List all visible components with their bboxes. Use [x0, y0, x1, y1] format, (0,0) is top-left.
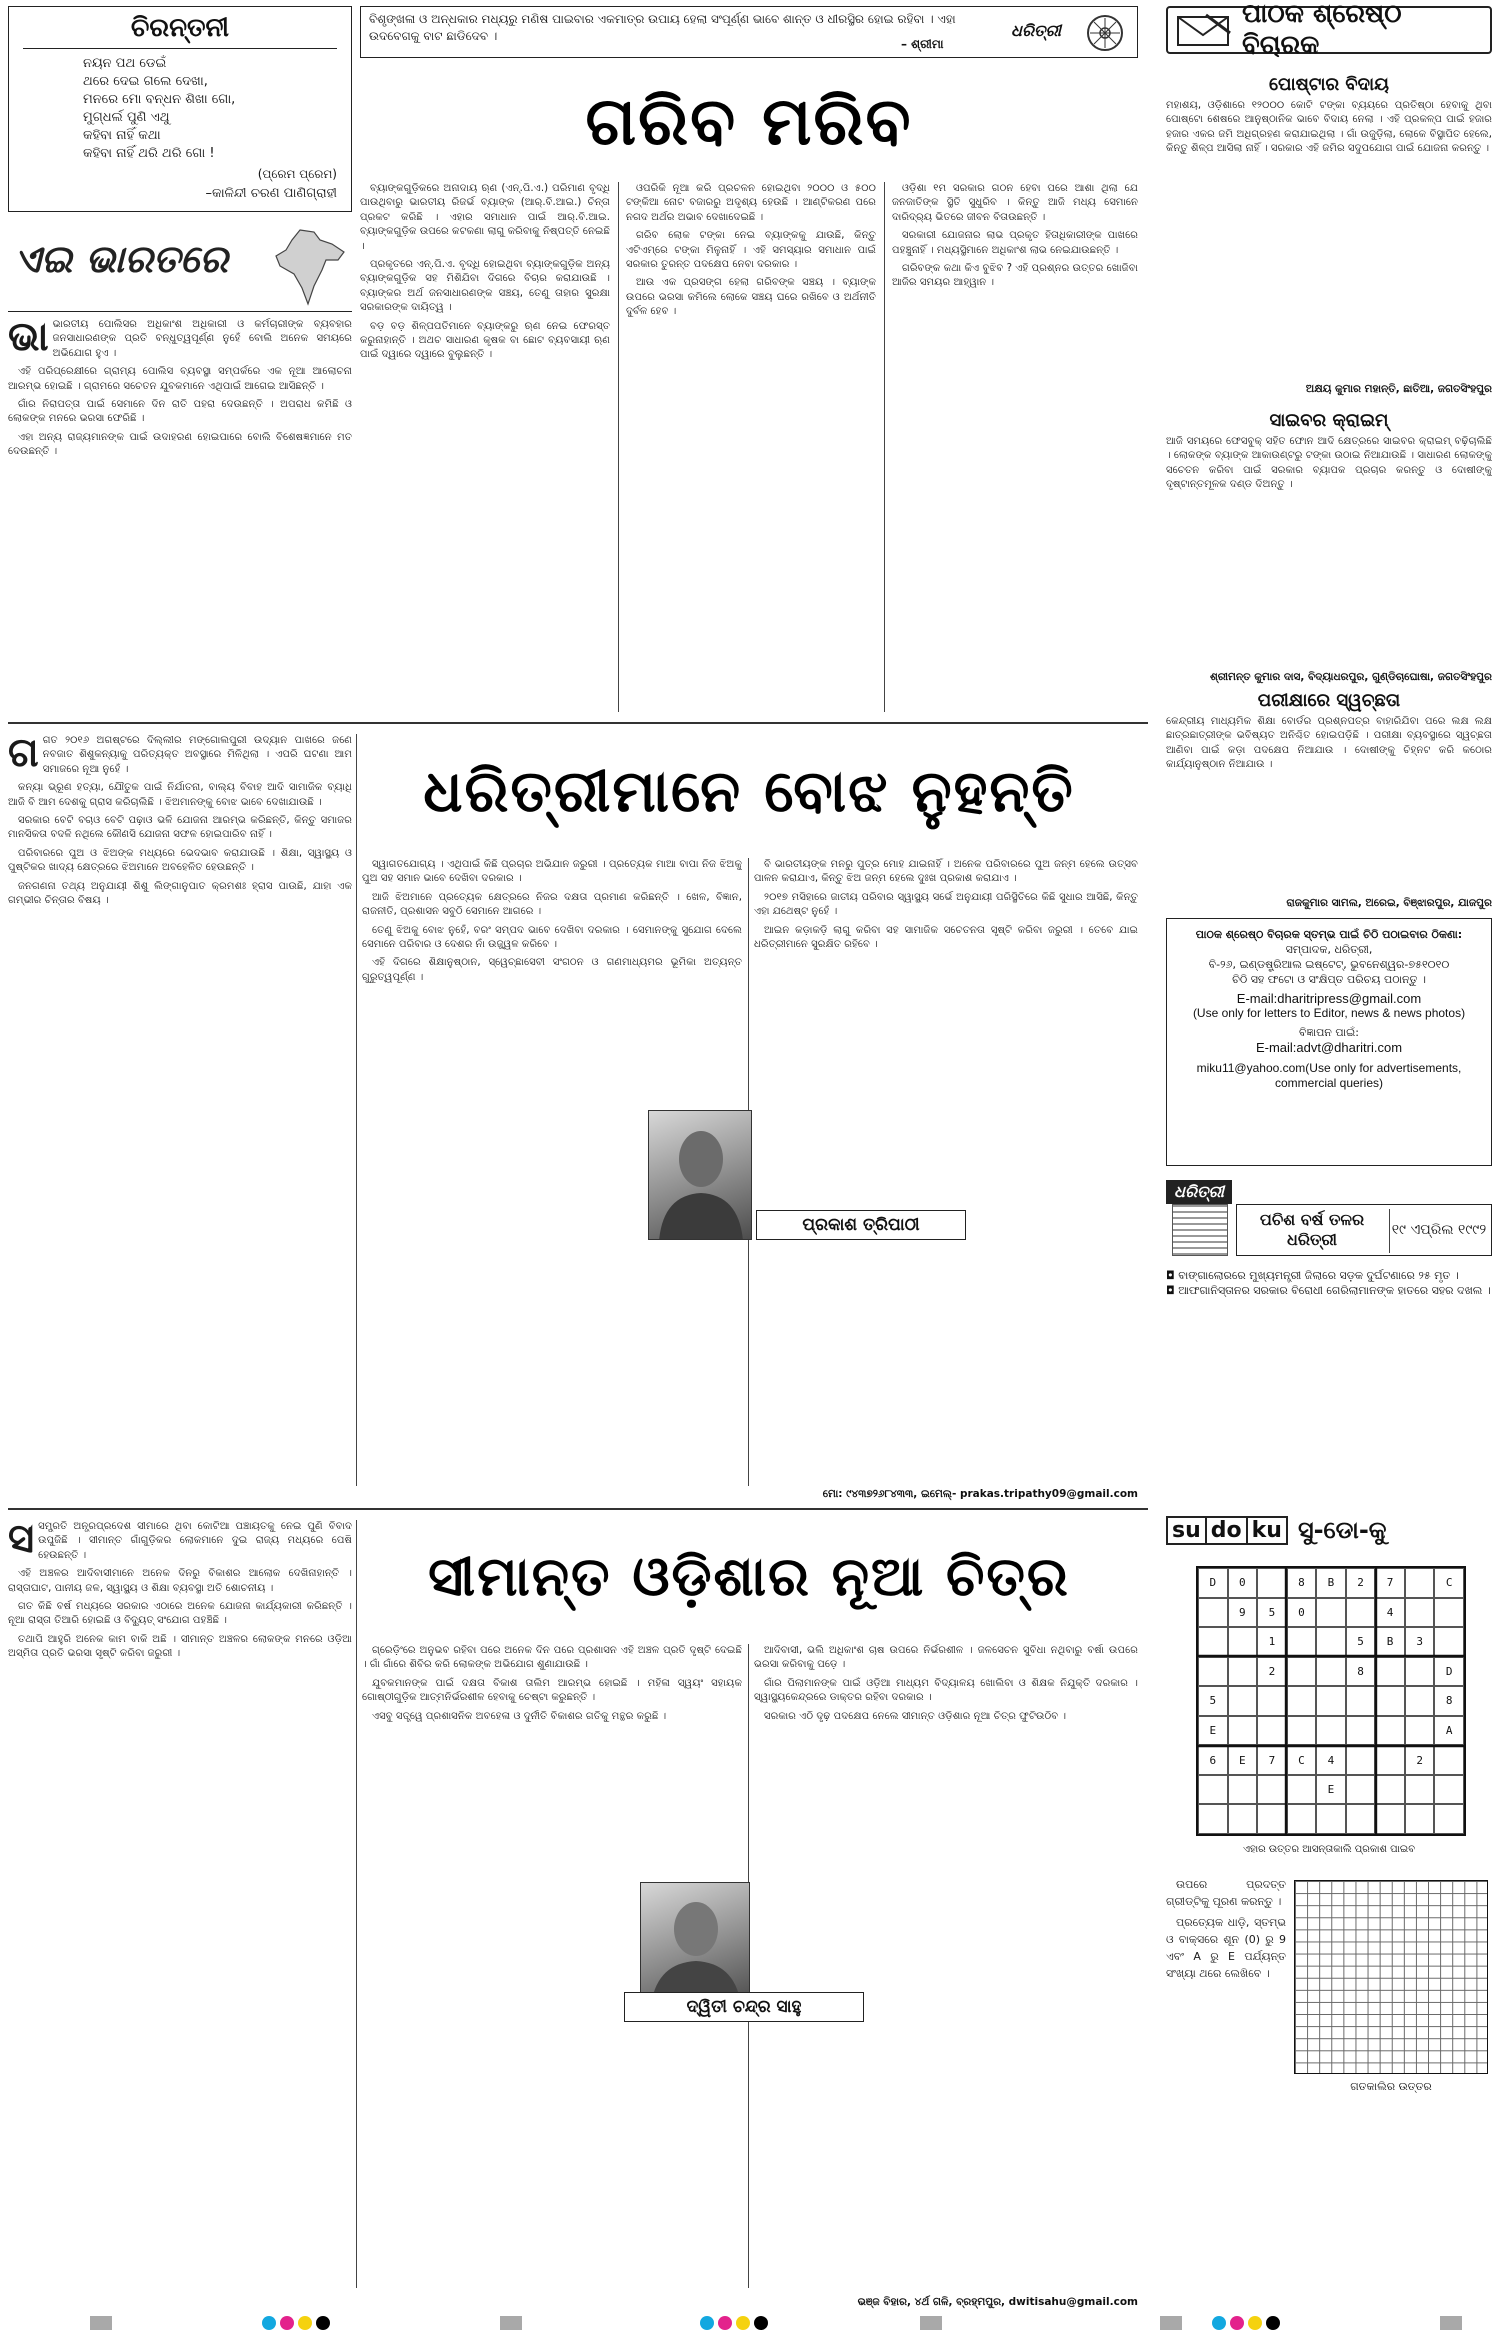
- contact-box: [1166, 918, 1492, 1166]
- dharitri-logo: ଧରିତ୍ରୀ: [1011, 21, 1061, 40]
- dropcap: ସ: [8, 1520, 35, 1562]
- lead-col-2: ଓପରିକି ନୂଆ କରି ପ୍ରଚଳନ ହୋଇଥିବା ୨୦୦୦ ଓ ୫୦୦ ଟଙ୍କିଆ ନୋଟ ବଜାରରୁ ଅଦୃଶ୍ୟ ହେଉଛି । ଆଣ୍ଟିକରଣ ପରେ ନଗଦ ଅର୍ଥର ଅଭାବ ଦେଖାଦେଇଛି । ଗରିବ ଲୋକ ଟଙ୍କା ନେଇ ବ୍ୟାଙ୍କକୁ ଯାଉଛି, କିନ୍ତୁ ଏଟିଏମ୍‌ରେ ଟଙ୍କା ମିଳୁନାହିଁ । ଏହି ସମସ୍ୟାର ସମାଧାନ ପାଇଁ ସରକାର ତୁରନ୍ତ ପଦକ୍ଷେପ ନେବା ଦରକାର । ଆଉ ଏକ ପ୍ରସଙ୍ଗ ହେଲା ଗରିବଙ୍କ ସଞ୍ଚୟ । ବ୍ୟାଙ୍କ ଉପରେ ଭରସା କମିଲେ ଲୋକେ ସଞ୍ଚୟ ଘରେ ରଖିବେ ଓ ଅର୍ଥନୀତି ଦୁର୍ବଳ ହେବ ।: [626, 183, 876, 318]
- column-divider: [884, 182, 885, 712]
- sudoku-cell[interactable]: 5: [1346, 1627, 1376, 1657]
- ei-bharatare-title: ଏଇ ଭାରତରେ: [14, 236, 228, 281]
- ei-bharatare-text: ଭା ଭାରତୀୟ ପୋଲିସର ଅଧିକାଂଶ ଅଧିକାରୀ ଓ କର୍ମଚାରୀଙ୍କ ବ୍ୟବହାର ଜନସାଧାରଣଙ୍କ ପ୍ରତି ବନ୍ଧୁତ୍ୱପୂର୍ଣ୍ଣ ନୁହେଁ ବୋଲି ଅନେକ ସମୟରେ ଅଭିଯୋଗ ହୁଏ । ଏହି ପରିପ୍ରେକ୍ଷୀରେ ଗ୍ରାମ୍ୟ ପୋଲିସ ବ୍ୟବସ୍ଥା ସମ୍ପର୍କରେ ଏକ ନୂଆ ଆଲୋଚନା ଆରମ୍ଭ ହୋଇଛି । ଗ୍ରାମରେ ସଚେତନ ଯୁବକମାନେ ଏଥିପାଇଁ ଆଗେଇ ଆସିଛନ୍ତି । ଗାଁର ନିରାପତ୍ତା ପାଇଁ ସେମାନେ ଦିନ ରାତି ପହରା ଦେଉଛନ୍ତି । ଅପରାଧ କମିଛି ଓ ଲୋକଙ୍କ ମନରେ ଭରସା ଫେରିଛି । ଏହା ଅନ୍ୟ ରାଜ୍ୟମାନଙ୍କ ପାଇଁ ଉଦାହରଣ ହୋଇପାରେ ବୋଲି ବିଶେଷଜ୍ଞମାନେ ମତ ଦେଉଛନ୍ତି ।: [8, 318, 352, 458]
- sudoku-cell[interactable]: [1346, 1598, 1376, 1628]
- quote-text: ବିଶୃଙ୍ଖଳା ଓ ଅନ୍ଧକାର ମଧ୍ୟରୁ ମଣିଷ ପାଇବାର ଏକମାତ୍ର ଉପାୟ ହେଲା ସଂପୂର୍ଣ୍ଣ ଭାବେ ଶାନ୍ତ ଓ ଧୀରସ୍ଥିର ହୋଇ ରହିବା । ଏହା ଉଦବେଗକୁ ବାଟ ଛାଡିଦେବ ।: [369, 12, 956, 43]
- ei-bharatare-banner: [8, 222, 352, 312]
- letter-title: ପରୀକ୍ଷାରେ ସ୍ୱଚ୍ଛତା: [1257, 690, 1401, 711]
- article2-author: ପ୍ରକାଶ ତ୍ରିପାଠୀ: [756, 1210, 966, 1240]
- letter-body: ଆଜି ସମୟରେ ଫେସବୁକ୍ ସହିତ ଫୋନ ଆଦି କ୍ଷେତ୍ରରେ ସାଇବର କ୍ରାଇମ୍ ବଢ଼ିଚାଲିଛି । ଲୋକଙ୍କ ବ୍ୟାଙ୍କ ଆକାଉଣ୍ଟରୁ ଟଙ୍କା ଉଠାଇ ନିଆଯାଉଛି । ସାଧାରଣ ଲୋକଙ୍କୁ ସଚେତନ କରିବା ପାଇଁ ସରକାର ବ୍ୟାପକ ପ୍ରଚାର କରନ୍ତୁ ଓ ଦୋଷୀଙ୍କୁ ଦୃଷ୍ଟାନ୍ତମୂଳକ ଦଣ୍ଡ ଦିଅନ୍ତୁ ।: [1166, 436, 1492, 491]
- sudoku-cell[interactable]: D: [1434, 1657, 1464, 1687]
- lead-col-3: ଓଡ଼ିଶା ୧ମ ସରକାର ଗଠନ ହେବା ପରେ ଆଶା ଥିଲା ଯେ ଜନଜାତିଙ୍କ ସ୍ଥିତି ସୁଧୁରିବ । କିନ୍ତୁ ଆଜି ମଧ୍ୟ ସେମାନେ ଦାରିଦ୍ର୍ୟ ଭିତରେ ଜୀବନ ବିତାଉଛନ୍ତି । ସରକାରୀ ଯୋଜନାର ଲାଭ ପ୍ରକୃତ ହିତାଧିକାରୀଙ୍କ ପାଖରେ ପହଞ୍ଚୁନାହିଁ । ମଧ୍ୟସ୍ଥିମାନେ ଅଧିକାଂଶ ଲାଭ ନେଇଯାଉଛନ୍ତି । ଗରିବଙ୍କ କଥା କିଏ ବୁଝିବ ? ଏହି ପ୍ରଶ୍ନର ଉତ୍ତର ଖୋଜିବା ଆଜିର ସମୟର ଆହ୍ୱାନ ।: [892, 183, 1138, 289]
- sudoku-cell[interactable]: [1287, 1716, 1317, 1746]
- lead-col-1: ବ୍ୟାଙ୍କଗୁଡ଼ିକରେ ଅନାଦାୟ ଋଣ (ଏନ୍.ପି.ଏ.) ପରିମାଣ ବୃଦ୍ଧି ପାଉଥିବାରୁ ଭାରତୀୟ ରିଜର୍ଭ ବ୍ୟାଙ୍କ (ଆର୍.ବି.ଆଇ.) ଚିନ୍ତା ପ୍ରକଟ କରିଛି । ଏହାର ସମାଧାନ ପାଇଁ ଆର୍.ବି.ଆଇ. ବ୍ୟାଙ୍କଗୁଡ଼ିକ ଉପରେ କଟକଣା ଲାଗୁ କରିବାକୁ ନିଷ୍ପତ୍ତି ନେଇଛି । ପ୍ରକୃତରେ ଏନ୍.ପି.ଏ. ବୃଦ୍ଧି ହୋଇଥିବା ବ୍ୟାଙ୍କଗୁଡ଼ିକ ଅନ୍ୟ ବ୍ୟାଙ୍କଗୁଡ଼ିକ ସହ ମିଶିଯିବା ଦିଗରେ ବିଚାର କରାଯାଉଛି । ବ୍ୟାଙ୍କର ଅର୍ଥ ଜନସାଧାରଣଙ୍କ ସଞ୍ଚୟ, ତେଣୁ ତାହାର ସୁରକ୍ଷା ସରକାରଙ୍କ ଦାୟିତ୍ୱ । ବଡ଼ ବଡ଼ ଶିଳ୍ପପତିମାନେ ବ୍ୟାଙ୍କରୁ ଋଣ ନେଇ ଫେରସ୍ତ କରୁନାହାନ୍ତି । ଅଥଚ ସାଧାରଣ କୃଷକ ବା ଛୋଟ ବ୍ୟବସାୟୀ ଋଣ ପାଇଁ ଦ୍ୱାରେ ଦ୍ୱାରେ ବୁଲୁଛନ୍ତି ।: [360, 183, 610, 361]
- sudoku-title-su: su: [1166, 1516, 1207, 1545]
- sudoku-cell[interactable]: 8: [1287, 1568, 1317, 1598]
- sudoku-cell[interactable]: [1405, 1686, 1435, 1716]
- sudoku-cell[interactable]: [1346, 1804, 1376, 1834]
- letters-header-title: ପାଠକ ଶ୍ରେଷ୍ଠ ବିଚାରକ: [1242, 0, 1402, 60]
- contact-addr-2: ବି-୨୬, ଇଣ୍ଡଷ୍ଟ୍ରିଆଲ ଇଷ୍ଟେଟ୍, ଭୁବନେଶ୍ୱର-୭୫୧୦୧୦: [1208, 958, 1450, 971]
- sudoku-rules: ଉପରେ ପ୍ରଦତ୍ତ ଗ୍ରୀଡ୍‌ଟିକୁ ପୂରଣ କରନ୍ତୁ । ପ୍ରତ୍ୟେକ ଧାଡ଼ି, ସ୍ତମ୍ଭ ଓ ବାକ୍ସରେ ଶୂନ (0) ରୁ 9 ଏବଂ A ରୁ E ପର୍ଯ୍ୟନ୍ତ ସଂଖ୍ୟା ଥରେ ଲେଖିବେ ।: [1166, 1878, 1286, 1980]
- sudoku-cell[interactable]: [1434, 1775, 1464, 1805]
- sudoku-cell[interactable]: 0: [1287, 1598, 1317, 1628]
- sudoku-cell[interactable]: 0: [1228, 1568, 1258, 1598]
- sudoku-cell[interactable]: 3: [1405, 1627, 1435, 1657]
- column-divider: [618, 182, 619, 712]
- sudoku-cell[interactable]: 2: [1405, 1745, 1435, 1775]
- letter-signoff: ଶ୍ରୀମନ୍ତ କୁମାର ଦାସ, ବିଦ୍ୟାଧରପୁର, ଗୁଣ୍ଡିଚାଘୋଷା, ଜଗତସିଂହପୁର: [1209, 671, 1492, 683]
- column-divider: [356, 1520, 357, 2288]
- registration-dot-magenta: [280, 2316, 294, 2330]
- registration-block: [500, 2316, 522, 2330]
- sudoku-cell[interactable]: 4: [1375, 1598, 1405, 1628]
- sudoku-cell[interactable]: [1228, 1804, 1258, 1834]
- sudoku-cell[interactable]: [1287, 1804, 1317, 1834]
- poem-source: (ପ୍ରେମ ପ୍ରେମ): [257, 167, 337, 181]
- sudoku-cell[interactable]: [1434, 1804, 1464, 1834]
- sudoku-title-do: do: [1207, 1516, 1248, 1545]
- contact-email-1-note: (Use only for letters to Editor, news & news photos): [1192, 1006, 1466, 1020]
- article3-author: ଦ୍ୱିତୀ ଚନ୍ଦ୍ର ସାହୁ: [624, 1992, 864, 2022]
- sudoku-cell[interactable]: [1198, 1775, 1228, 1805]
- registration-block: [1160, 2316, 1182, 2330]
- letter-title: ସାଇବର କ୍ରାଇମ୍: [1269, 410, 1389, 431]
- sudoku-cell[interactable]: D: [1198, 1568, 1228, 1598]
- sudoku-cell[interactable]: [1375, 1804, 1405, 1834]
- sudoku-cell[interactable]: B: [1375, 1627, 1405, 1657]
- sudoku-cell[interactable]: [1257, 1686, 1287, 1716]
- sudoku-cell[interactable]: E: [1316, 1775, 1346, 1805]
- section-divider: [8, 1508, 1148, 1510]
- sudoku-cell[interactable]: 2: [1257, 1657, 1287, 1687]
- registration-block: [1440, 2316, 1462, 2330]
- sudoku-cell[interactable]: 9: [1228, 1598, 1258, 1628]
- sudoku-cell[interactable]: [1198, 1627, 1228, 1657]
- poem-author: –କାଳିନ୍ଦୀ ଚରଣ ପାଣିଗ୍ରାହୀ: [205, 186, 337, 201]
- sudoku-hint: ଏହାର ଉତ୍ତର ଆସନ୍ତାକାଲି ପ୍ରକାଶ ପାଇବ: [1242, 1844, 1416, 1855]
- poem-line: ମନରେ ମୋ ବନ୍ଧନ ଶିଖା ଗୋ,: [83, 92, 236, 107]
- twentyfive-items: [1166, 1268, 1492, 1298]
- contact-note: ଚିଠି ସହ ଫଟୋ ଓ ସଂକ୍ଷିପ୍ତ ପରିଚୟ ପଠାନ୍ତୁ ।: [1232, 973, 1426, 986]
- author-photo: [640, 1882, 750, 2004]
- letter-body: ମହାଶୟ, ଓଡ଼ିଶାରେ ୧୨୦୦୦ କୋଟି ଟଙ୍କା ବ୍ୟୟରେ ପ୍ରତିଷ୍ଠା ହେବାକୁ ଥିବା ପୋଷ୍ଟୋ ଶେଷରେ ଆନୁଷ୍ଠାନିକ ଭାବେ ବିଦାୟ ନେଲା । ଏହି ପ୍ରକଳ୍ପ ପାଇଁ ହଜାର ହଜାର ଏକର ଜମି ଅଧିଗ୍ରହଣ କରାଯାଇଥିଲା । ଗାଁ ଉଜୁଡ଼ିଲା, ଲୋକେ ବିସ୍ଥାପିତ ହେଲେ, କିନ୍ତୁ ଶିଳ୍ପ ଆସିଲା ନାହିଁ । ସରକାର ଏହି ଜମିର ସଦୁପଯୋଗ ପାଇଁ ଯୋଜନା କରନ୍ତୁ ।: [1166, 100, 1492, 155]
- column-divider: [356, 734, 357, 1486]
- registration-block: [90, 2316, 112, 2330]
- sudoku-cell[interactable]: E: [1228, 1745, 1258, 1775]
- letters-header: [1166, 0, 1492, 60]
- registration-dot-cyan: [262, 2316, 276, 2330]
- lead-headline: ଗରିବ ମରିବ: [585, 83, 913, 160]
- poem-line: ମୁଗ୍ଧର୍ଲ ପୁଣି ଏଥୁ: [83, 110, 170, 125]
- sudoku-title-odia: ସୁ-ଡୋ-କୁ: [1297, 1516, 1387, 1544]
- sudoku-cell[interactable]: [1375, 1716, 1405, 1746]
- dropcap: ଗ: [8, 734, 39, 776]
- letter-title: ପୋଷ୍ଟାର ବିଦାୟ: [1269, 74, 1389, 95]
- sudoku-cell[interactable]: [1375, 1745, 1405, 1775]
- article3-col-3: ଆଦିବାସୀ, ଭଲି ଅଧିକାଂଶ ଚାଷ ଉପରେ ନିର୍ଭରଶୀଳ । ଜଳସେଚନ ସୁବିଧା ନଥିବାରୁ ବର୍ଷା ଉପରେ ଭରସା କରିବାକୁ ପଡ଼େ । ଗାଁର ପିଲାମାନଙ୍କ ପାଇଁ ଓଡ଼ିଆ ମାଧ୍ୟମ ବିଦ୍ୟାଳୟ ଖୋଲିବା ଓ ଶିକ୍ଷକ ନିଯୁକ୍ତି ଦରକାର । ସ୍ୱାସ୍ଥ୍ୟକେନ୍ଦ୍ରରେ ଡାକ୍ତର ରହିବା ଦରକାର । ସରକାର ଏଠି ଦୃଢ଼ ପଦକ୍ଷେପ ନେଲେ ସୀମାନ୍ତ ଓଡ଼ିଶାର ନୂଆ ଚିତ୍ର ଫୁଟିଉଠିବ ।: [754, 1645, 1138, 1722]
- sudoku-cell[interactable]: [1228, 1657, 1258, 1687]
- poem-line: କହିବା ନାହିଁ ଥରି ଥରି ଗୋ !: [83, 146, 215, 161]
- sudoku-cell[interactable]: [1257, 1716, 1287, 1746]
- contact-addr-1: ସମ୍ପାଦକ, ଧରିତ୍ରୀ,: [1285, 943, 1373, 956]
- chirantani-title: ଚିରନ୍ତନୀ: [23, 13, 337, 49]
- sudoku-cell[interactable]: [1287, 1775, 1317, 1805]
- sudoku-title-ku: ku: [1248, 1516, 1288, 1545]
- registration-dot-black: [1266, 2316, 1280, 2330]
- sudoku-cell[interactable]: [1405, 1598, 1435, 1628]
- article2-contact: ମୋ: ୯୪୩୭୨୬୮୪୩୩, ଇମେଲ୍‌- prakas.tripathy09@gmail.com: [822, 1488, 1138, 1500]
- contact-email-3[interactable]: miku11@yahoo.com(Use only for advertisements, commercial queries): [1196, 1061, 1462, 1090]
- sudoku-cell[interactable]: [1405, 1804, 1435, 1834]
- sudoku-cell[interactable]: 7: [1257, 1745, 1287, 1775]
- twentyfive-date: ୧୯ ଏପ୍ରିଲ ୧୯୯୨: [1391, 1222, 1487, 1238]
- sudoku-cell[interactable]: C: [1434, 1568, 1464, 1598]
- article2-col-2: ସ୍ୱାଗତଯୋଗ୍ୟ । ଏଥିପାଇଁ କିଛି ପ୍ରଚାର ଅଭିଯାନ ଜରୁରୀ । ପ୍ରତ୍ୟେକ ମାଆ ବାପା ନିଜ ଝିଅକୁ ପୁଅ ସହ ସମାନ ଭାବେ ଦେଖିବା ଦରକାର । ଆଜି ଝିଅମାନେ ପ୍ରତ୍ୟେକ କ୍ଷେତ୍ରରେ ନିଜର ଦକ୍ଷତା ପ୍ରମାଣ କରିଛନ୍ତି । ଖେଳ, ବିଜ୍ଞାନ, ରାଜନୀତି, ପ୍ରଶାସନ ସବୁଠି ସେମାନେ ଆଗରେ । ତେଣୁ ଝିଅକୁ ବୋଝ ନୁହେଁ, ବରଂ ସମ୍ପଦ ଭାବେ ଦେଖିବା ଦରକାର । ସେମାନଙ୍କୁ ସୁଯୋଗ ଦେଲେ ସେମାନେ ପରିବାର ଓ ଦେଶର ନାଁ ଉଜ୍ଜ୍ୱଳ କରିବେ । ଏହି ଦିଗରେ ଶିକ୍ଷାନୁଷ୍ଠାନ, ସ୍ୱେଚ୍ଛାସେବୀ ସଂଗଠନ ଓ ଗଣମାଧ୍ୟମର ଭୂମିକା ଅତ୍ୟନ୍ତ ଗୁରୁତ୍ୱପୂର୍ଣ୍ଣ ।: [362, 859, 742, 983]
- article3-contact: ଭଞ୍ଜ ବିହାର, ୪ର୍ଥ ଗଳି, ବ୍ରହ୍ମପୁର, dwitisahu@gmail.com: [857, 2296, 1138, 2308]
- twentyfive-label-box: [1236, 1204, 1492, 1256]
- article3-col-2: ଗ୍ରେଡ଼ିଂରେ ଅନୁଭବ ରହିବା ପରେ ଅନେକ ଦିନ ପରେ ପ୍ରଶାସନ ଏହି ଅଞ୍ଚଳ ପ୍ରତି ଦୃଷ୍ଟି ଦେଇଛି । ଗାଁ ଗାଁରେ ଶିବିର କରି ଲୋକଙ୍କ ଅଭିଯୋଗ ଶୁଣାଯାଉଛି । ଯୁବକମାନଙ୍କ ପାଇଁ ଦକ୍ଷତା ବିକାଶ ତାଲିମ ଆରମ୍ଭ ହୋଇଛି । ମହିଳା ସ୍ୱୟଂ ସହାୟକ ଗୋଷ୍ଠୀଗୁଡ଼ିକ ଆତ୍ମନିର୍ଭରଶୀଳ ହେବାକୁ ଚେଷ୍ଟା କରୁଛନ୍ତି । ଏସବୁ ସତ୍ତ୍ୱେ ପ୍ରଶାସନିକ ଅବହେଳା ଓ ଦୁର୍ନୀତି ବିକାଶର ଗତିକୁ ମନ୍ଥର କରୁଛି ।: [362, 1645, 742, 1722]
- letter-3: [1166, 686, 1492, 910]
- sudoku-cell[interactable]: A: [1434, 1716, 1464, 1746]
- sudoku-cell[interactable]: [1405, 1775, 1435, 1805]
- contact-email-1[interactable]: E-mail:dharitripress@gmail.com: [1236, 991, 1422, 1006]
- sudoku-cell[interactable]: [1405, 1716, 1435, 1746]
- sudoku-cell[interactable]: [1287, 1627, 1317, 1657]
- sudoku-cell[interactable]: 1: [1257, 1627, 1287, 1657]
- sudoku-answer-grid: [1294, 1880, 1488, 2074]
- sudoku-cell[interactable]: [1316, 1598, 1346, 1628]
- poem-line: ଥରେ ଦେଇ ଗଲେ ଦେଖା,: [83, 74, 208, 89]
- sudoku-cell[interactable]: [1316, 1686, 1346, 1716]
- sudoku-cell[interactable]: 4: [1316, 1745, 1346, 1775]
- contact-email-2[interactable]: E-mail:advt@dharitri.com: [1255, 1040, 1403, 1055]
- sudoku-cell[interactable]: [1198, 1598, 1228, 1628]
- letter-body: କେନ୍ଦ୍ରୀୟ ମାଧ୍ୟମିକ ଶିକ୍ଷା ବୋର୍ଡର ପ୍ରଶ୍ନପତ୍ର ବାହାରିଯିବା ପରେ ଲକ୍ଷ ଲକ୍ଷ ଛାତ୍ରଛାତ୍ରୀଙ୍କ ଭବିଷ୍ୟତ ଅନିଶ୍ଚିତ ହୋଇପଡ଼ିଛି । ପରୀକ୍ଷା ବ୍ୟବସ୍ଥାରେ ସ୍ୱଚ୍ଛତା ଆଣିବା ପାଇଁ କଡ଼ା ପଦକ୍ଷେପ ନିଆଯାଉ । ଦୋଷୀଙ୍କୁ ଚିହ୍ନଟ କରି କଠୋର କାର୍ଯ୍ୟାନୁଷ୍ଠାନ ନିଆଯାଉ ।: [1166, 716, 1492, 771]
- sudoku-cell[interactable]: [1434, 1598, 1464, 1628]
- envelope-icon: [1176, 13, 1232, 47]
- sudoku-cell[interactable]: [1228, 1686, 1258, 1716]
- sudoku-cell[interactable]: [1346, 1745, 1376, 1775]
- registration-dot-cyan: [700, 2316, 714, 2330]
- sudoku-cell[interactable]: C: [1287, 1745, 1317, 1775]
- registration-dot-yellow: [736, 2316, 750, 2330]
- sudoku-cell[interactable]: [1316, 1657, 1346, 1687]
- poem-line: କହିବା ନାହିଁ କଥା: [83, 128, 161, 143]
- dropcap: ଭା: [8, 318, 49, 360]
- sudoku-cell[interactable]: [1316, 1716, 1346, 1746]
- registration-dot-black: [754, 2316, 768, 2330]
- sudoku-cell[interactable]: [1228, 1775, 1258, 1805]
- sudoku-cell[interactable]: 8: [1434, 1686, 1464, 1716]
- author-photo: [648, 1110, 752, 1240]
- twentyfive-logo: ଧରିତ୍ରୀ: [1166, 1180, 1232, 1204]
- twentyfive-years-box: [1166, 1180, 1492, 1260]
- sudoku-cell[interactable]: [1346, 1716, 1376, 1746]
- registration-dot-cyan: [1212, 2316, 1226, 2330]
- sudoku-cell[interactable]: [1346, 1686, 1376, 1716]
- section-divider: [8, 722, 1148, 724]
- list-item: ◘ ବାଙ୍ଗାଲୋରରେ ମୁଖ୍ୟମନ୍ତ୍ରୀ ଜିଲାରେ ସଡ଼କ ଦୁର୍ଘଟଣାରେ ୨୫ ମୃତ ।: [1166, 1269, 1459, 1282]
- sudoku-cell[interactable]: [1198, 1657, 1228, 1687]
- registration-dot-black: [316, 2316, 330, 2330]
- letter-signoff: ଅକ୍ଷୟ କୁମାର ମହାନ୍ତି, ଛାତିଆ, ଜଗତସିଂହପୁର: [1305, 383, 1492, 395]
- letter-2: [1166, 406, 1492, 684]
- sudoku-cell[interactable]: [1228, 1627, 1258, 1657]
- india-map-icon: [270, 226, 348, 308]
- sudoku-cell[interactable]: [1346, 1775, 1376, 1805]
- sudoku-cell[interactable]: [1405, 1568, 1435, 1598]
- article2-col-1: ଗ ଗତ ୨୦୧୬ ଅଗଷ୍ଟରେ ଦିଲ୍ଲୀର ମଙ୍ଗୋଲପୁରୀ ଉଦ୍ୟାନ ପାଖରେ ଜଣେ ନବଜାତ ଶିଶୁକନ୍ୟାକୁ ପରିତ୍ୟକ୍ତ ଅବସ୍ଥାରେ ମିଳିଥିଲା । ଏପରି ଘଟଣା ଆମ ସମାଜରେ ନୂଆ ନୁହେଁ । କନ୍ୟା ଭ୍ରୂଣ ହତ୍ୟା, ଯୌତୁକ ପାଇଁ ନିର୍ଯାତନା, ବାଲ୍ୟ ବିବାହ ଆଦି ସାମାଜିକ ବ୍ୟାଧି ଆଜି ବି ଆମ ଦେଶକୁ ଗ୍ରାସ କରିଚାଲିଛି । ଝିଅମାନଙ୍କୁ ବୋଝ ଭାବେ ଦେଖାଯାଉଛି । ସରକାର ବେଟି ବଚାଓ ବେଟି ପଢ଼ାଓ ଭଳି ଯୋଜନା ଆରମ୍ଭ କରିଛନ୍ତି, କିନ୍ତୁ ସମାଜର ମାନସିକତା ବଦଳି ନଥିଲେ କୌଣସି ଯୋଜନା ସଫଳ ହୋଇପାରିବ ନାହିଁ । ପରିବାରରେ ପୁଅ ଓ ଝିଅଙ୍କ ମଧ୍ୟରେ ଭେଦଭାବ କରାଯାଉଛି । ଶିକ୍ଷା, ସ୍ୱାସ୍ଥ୍ୟ ଓ ପୁଷ୍ଟିକର ଖାଦ୍ୟ କ୍ଷେତ୍ରରେ ଝିଅମାନେ ଅବହେଳିତ ହେଉଛନ୍ତି । ଜନଗଣନା ତଥ୍ୟ ଅନୁଯାୟୀ ଶିଶୁ ଲିଙ୍ଗାନୁପାତ କ୍ରମଶଃ ହ୍ରାସ ପାଉଛି, ଯାହା ଏକ ଗମ୍ଭୀର ଚିନ୍ତାର ବିଷୟ ।: [8, 734, 352, 907]
- sudoku-cell[interactable]: E: [1198, 1716, 1228, 1746]
- sudoku-cell[interactable]: [1316, 1627, 1346, 1657]
- article3-col-1: ସ ସମ୍ପ୍ରତି ଅନ୍ଧ୍ରପ୍ରଦେଶ ସୀମାରେ ଥିବା କୋଟିଆ ପଞ୍ଚାୟତକୁ ନେଇ ପୁଣି ବିବାଦ ଉପୁଜିଛି । ସୀମାନ୍ତ ଗାଁଗୁଡ଼ିକର ଲୋକମାନେ ଦୁଇ ରାଜ୍ୟ ମଧ୍ୟରେ ପେଷି ହେଉଛନ୍ତି । ଏହି ଅଞ୍ଚଳର ଆଦିବାସୀମାନେ ଅନେକ ଦିନରୁ ବିକାଶର ଆଲୋକ ଦେଖିନାହାନ୍ତି । ରାସ୍ତାଘାଟ, ପାନୀୟ ଜଳ, ସ୍ୱାସ୍ଥ୍ୟ ଓ ଶିକ୍ଷା ବ୍ୟବସ୍ଥା ଅତି ଶୋଚନୀୟ । ଗତ କିଛି ବର୍ଷ ମଧ୍ୟରେ ସରକାର ଏଠାରେ ଅନେକ ଯୋଜନା କାର୍ଯ୍ୟକାରୀ କରିଛନ୍ତି । ନୂଆ ରାସ୍ତା ତିଆରି ହୋଇଛି ଓ ବିଦ୍ୟୁତ୍ ସଂଯୋଗ ପହଞ୍ଚିଛି । ତଥାପି ଆହୁରି ଅନେକ କାମ ବାକି ଅଛି । ସୀମାନ୍ତ ଅଞ୍ଚଳର ଲୋକଙ୍କ ମନରେ ଓଡ଼ିଆ ଅସ୍ମିତା ପ୍ରତି ଭରସା ସୃଷ୍ଟି କରିବା ଜରୁରୀ ।: [8, 1520, 352, 1660]
- registration-block: [920, 2316, 942, 2330]
- wheel-icon: [1087, 15, 1123, 51]
- letter-signoff: ରାଜକୁମାର ସାମଲ, ଅରେଇ, ବିଞ୍ଝାରପୁର, ଯାଜପୁର: [1286, 897, 1492, 909]
- article3-headline: ସୀମାନ୍ତ ଓଡ଼ିଶାର ନୂଆ ଚିତ୍ର: [428, 1545, 1070, 1608]
- sudoku-grid[interactable]: [1196, 1566, 1466, 1836]
- sudoku-cell[interactable]: B: [1316, 1568, 1346, 1598]
- letter-1: [1166, 70, 1492, 396]
- sudoku-cell[interactable]: 5: [1257, 1598, 1287, 1628]
- sudoku-cell[interactable]: 5: [1198, 1686, 1228, 1716]
- sudoku-cell[interactable]: [1375, 1657, 1405, 1687]
- sudoku-cell[interactable]: [1405, 1657, 1435, 1687]
- article2-headline: ଧରିତ୍ରୀମାନେ ବୋଝ ନୁହନ୍ତି: [423, 757, 1075, 825]
- sudoku-cell[interactable]: 6: [1198, 1745, 1228, 1775]
- chirantani-box: [8, 6, 352, 212]
- contact-ads-label: ବିଜ୍ଞାପନ ପାଇଁ:: [1299, 1026, 1359, 1039]
- sudoku-cell[interactable]: 8: [1346, 1657, 1376, 1687]
- sudoku-cell[interactable]: [1287, 1686, 1317, 1716]
- article2-col-3: ବି ଭାରତୀୟଙ୍କ ମନରୁ ପୁତ୍ର ମୋହ ଯାଇନାହିଁ । ଅନେକ ପରିବାରରେ ପୁଅ ଜନ୍ମ ହେଲେ ଉତ୍ସବ ପାଳନ କରାଯାଏ, କିନ୍ତୁ ଝିଅ ଜନ୍ମ ହେଲେ ଦୁଃଖ ପ୍ରକାଶ କରାଯାଏ । ୨୦୧୭ ମସିହାରେ ଜାତୀୟ ପରିବାର ସ୍ୱାସ୍ଥ୍ୟ ସର୍ଭେ ଅନୁଯାୟୀ ପରିସ୍ଥିତିରେ କିଛି ସୁଧାର ଆସିଛି, କିନ୍ତୁ ଏହା ଯଥେଷ୍ଟ ନୁହେଁ । ଆଇନ କଡ଼ାକଡ଼ି ଲାଗୁ କରିବା ସହ ସାମାଜିକ ସଚେତନତା ସୃଷ୍ଟି କରିବା ଜରୁରୀ । ତେବେ ଯାଇ ଧରିତ୍ରୀମାନେ ସୁରକ୍ଷିତ ରହିବେ ।: [754, 859, 1138, 951]
- registration-dot-magenta: [718, 2316, 732, 2330]
- sudoku-cell[interactable]: [1316, 1804, 1346, 1834]
- registration-dot-yellow: [1248, 2316, 1262, 2330]
- sudoku-cell[interactable]: [1198, 1804, 1228, 1834]
- newspaper-icon: [1172, 1204, 1228, 1256]
- twentyfive-label: ପଚିଶ ବର୍ଷ ତଳର ଧରିତ୍ରୀ: [1259, 1210, 1365, 1249]
- sudoku-answer-label: ଗତକାଲିର ଉତ୍ତର: [1350, 2080, 1432, 2093]
- sudoku-title: [1166, 1510, 1492, 1550]
- registration-dot-yellow: [298, 2316, 312, 2330]
- poem-lines: [23, 55, 337, 163]
- sudoku-cell[interactable]: 7: [1375, 1568, 1405, 1598]
- list-item: ◘ ଆଫଗାନିସ୍ତାନର ସରକାର ବିରୋଧୀ ଗେରିଲାମାନଙ୍କ ହାତରେ ସହର ଦଖଲ ।: [1166, 1284, 1491, 1297]
- registration-dot-magenta: [1230, 2316, 1244, 2330]
- sudoku-cell[interactable]: [1434, 1745, 1464, 1775]
- sudoku-cell[interactable]: [1257, 1775, 1287, 1805]
- poem-line: ନୟନ ପଥ ଡେଇଁ: [83, 56, 167, 71]
- sudoku-cell[interactable]: [1287, 1657, 1317, 1687]
- sudoku-cell[interactable]: [1257, 1568, 1287, 1598]
- sudoku-cell[interactable]: 2: [1346, 1568, 1376, 1598]
- sudoku-board-wrap: [1196, 1566, 1466, 1836]
- sudoku-cell[interactable]: [1375, 1686, 1405, 1716]
- sudoku-cell[interactable]: [1434, 1627, 1464, 1657]
- sudoku-cell[interactable]: [1375, 1775, 1405, 1805]
- quote-author: – ଶ୍ରୀମା: [901, 37, 944, 51]
- contact-intro: ପାଠକ ଶ୍ରେଷ୍ଠ ବିଚାରକ ସ୍ତମ୍ଭ ପାଇଁ ଚିଠି ପଠାଇବାର ଠିକଣା:: [1195, 928, 1463, 941]
- sudoku-cell[interactable]: [1228, 1716, 1258, 1746]
- sudoku-cell[interactable]: [1257, 1804, 1287, 1834]
- quote-strip: [360, 6, 1138, 58]
